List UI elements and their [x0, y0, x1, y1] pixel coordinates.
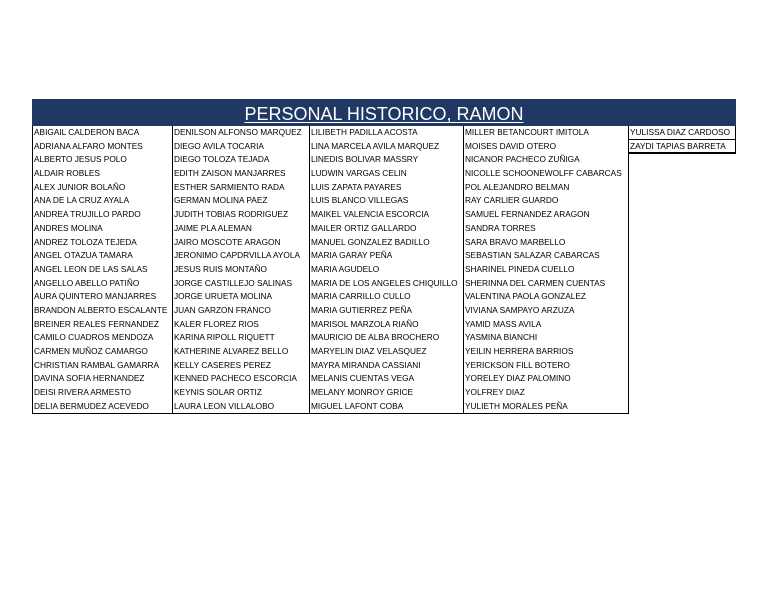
name-column-2	[172, 126, 310, 414]
name-cell: ANDRES MOLINA	[34, 222, 103, 233]
name-cell: LINEDIS BOLIVAR MASSRY	[311, 154, 419, 165]
name-cell: YASMINA BIANCHI	[465, 332, 538, 343]
name-cell: JAIME PLA ALEMAN	[174, 222, 252, 233]
name-cell: ZAYDI TAPIAS BARRETA	[629, 140, 735, 154]
name-cell: JORGE CASTILLEJO SALINAS	[174, 277, 293, 288]
name-cell: LINA MARCELA AVILA MARQUEZ	[311, 140, 440, 151]
name-cell: YULIETH MORALES PEÑA	[465, 400, 568, 411]
name-cell: CAMILO CUADROS MENDOZA	[34, 332, 154, 343]
name-cell: YAMID MASS AVILA	[465, 318, 542, 329]
name-cell: LILIBETH PADILLA ACOSTA	[311, 127, 418, 137]
name-cell: SARA BRAVO MARBELLO	[465, 236, 566, 247]
name-cell: MARIA DE LOS ANGELES CHIQUILLO	[311, 277, 458, 288]
name-cell: DELIA BERMUDEZ ACEVEDO	[34, 400, 149, 411]
name-cell: DEISI RIVERA ARMESTO	[34, 387, 132, 398]
name-cell: CARMEN MUÑOZ CAMARGO	[34, 346, 148, 356]
name-cell: CHRISTIAN RAMBAL GAMARRA	[34, 359, 160, 370]
name-cell: JAIRO MOSCOTE ARAGON	[174, 236, 281, 247]
name-cell: YULISSA DIAZ CARDOSO	[629, 126, 735, 140]
name-cell: VIVIANA SAMPAYO ARZUZA	[465, 304, 575, 315]
name-cell: RAY CARLIER GUARDO	[465, 195, 559, 206]
name-cell: AURA QUINTERO MANJARRES	[34, 291, 157, 302]
name-cell: NICOLLE SCHOONEWOLFF CABARCAS	[465, 168, 622, 179]
name-cell: ADRIANA ALFARO MONTES	[34, 140, 143, 151]
name-cell: ALBERTO JESUS POLO	[34, 154, 127, 165]
name-cell: JUDITH TOBIAS RODRIGUEZ	[174, 209, 289, 220]
name-cell: ABIGAIL CALDERON BACA	[34, 127, 140, 137]
name-cell: MAURICIO DE ALBA BROCHERO	[311, 332, 440, 343]
name-cell: MELANY MONROY GRICE	[311, 387, 414, 398]
name-cell: LUDWIN VARGAS CELIN	[311, 168, 407, 179]
name-cell: JUAN GARZON FRANCO	[174, 304, 271, 315]
name-cell: SAMUEL FERNANDEZ ARAGON	[465, 209, 590, 220]
name-cell: ANGELLO ABELLO PATIÑO	[34, 277, 140, 288]
name-cell: YERICKSON FILL BOTERO	[465, 359, 570, 370]
name-column-3	[309, 126, 464, 414]
name-cell: KEYNIS SOLAR ORTIZ	[174, 387, 262, 398]
name-cell: KENNED PACHECO ESCORCIA	[174, 373, 297, 384]
name-cell: EDITH ZAISON MANJARRES	[174, 168, 286, 179]
name-cell: SHERINNA DEL CARMEN CUENTAS	[465, 277, 606, 288]
name-column-4	[463, 126, 629, 414]
name-cell: KELLY CASERES PEREZ	[174, 359, 271, 370]
name-column-1	[32, 126, 173, 414]
name-cell: DENILSON ALFONSO MARQUEZ	[174, 127, 302, 137]
name-cell: KATHERINE ALVAREZ BELLO	[174, 346, 289, 356]
name-cell: DIEGO TOLOZA TEJADA	[174, 154, 270, 165]
name-cell: KALER FLOREZ RIOS	[174, 318, 259, 329]
name-cell: MARYELIN DIAZ VELASQUEZ	[311, 346, 427, 356]
sheet-title: PERSONAL HISTORICO, RAMON	[244, 104, 524, 124]
name-cell: ANGEL OTAZUA TAMARA	[34, 250, 133, 261]
name-cell: MARIA GARAY PEÑA	[311, 250, 393, 261]
name-cell: MOISES DAVID OTERO	[465, 140, 557, 151]
name-cell: ALEX JUNIOR BOLAÑO	[34, 181, 126, 192]
name-cell: YOLFREY DIAZ	[465, 387, 525, 398]
name-cell: MARIA GUTIERREZ PEÑA	[311, 304, 412, 315]
name-cell: YORELEY DIAZ PALOMINO	[465, 373, 571, 384]
name-cell: MELANIS CUENTAS VEGA	[311, 373, 415, 384]
name-cell: DAVINA SOFIA HERNANDEZ	[34, 373, 145, 384]
name-cell: MARIA CARRILLO CULLO	[311, 291, 411, 302]
name-cell: MAILER ORTIZ GALLARDO	[311, 222, 417, 233]
name-cell: MILLER BETANCOURT IMITOLA	[465, 127, 589, 137]
name-cell: LAURA LEON VILLALOBO	[174, 400, 275, 411]
name-column-5	[628, 126, 736, 154]
name-cell: MANUEL GONZALEZ BADILLO	[311, 236, 430, 247]
sheet-title-bar	[32, 99, 736, 126]
name-cell: JERONIMO CAPDRVILLA AYOLA	[174, 250, 301, 261]
name-cell: MARISOL MARZOLA RIAÑO	[311, 318, 419, 329]
name-cell: MAYRA MIRANDA CASSIANI	[311, 359, 421, 370]
name-cell: SANDRA TORRES	[465, 222, 536, 233]
name-cell: NICANOR PACHECO ZUÑIGA	[465, 154, 580, 165]
name-cell: BREINER REALES FERNANDEZ	[34, 318, 159, 329]
name-cell: KARINA RIPOLL RIQUETT	[174, 332, 275, 343]
name-cell: MIGUEL LAFONT COBA	[311, 400, 404, 411]
name-cell: DIEGO AVILA TOCARIA	[174, 140, 264, 151]
name-cell: ANA DE LA CRUZ AYALA	[34, 195, 130, 206]
name-cell: YEILIN HERRERA BARRIOS	[465, 346, 574, 356]
name-cell: SHARINEL PINEDA CUELLO	[465, 263, 575, 274]
name-cell: VALENTINA PAOLA GONZALEZ	[465, 291, 586, 302]
name-cell: BRANDON ALBERTO ESCALANTE	[34, 304, 168, 315]
name-cell: ANDREZ TOLOZA TEJEDA	[34, 236, 137, 247]
name-cell: GERMAN MOLINA PAEZ	[174, 195, 268, 206]
name-cell: MARIA AGUDELO	[311, 263, 380, 274]
name-cell: ESTHER SARMIENTO RADA	[174, 181, 285, 192]
name-cell: MAIKEL VALENCIA ESCORCIA	[311, 209, 430, 220]
name-cell: POL ALEJANDRO BELMAN	[465, 181, 570, 192]
name-cell: LUIS BLANCO VILLEGAS	[311, 195, 409, 206]
name-cell: LUIS ZAPATA PAYARES	[311, 181, 402, 192]
name-cell: JESUS RUIS MONTAÑO	[174, 263, 267, 274]
name-cell: ALDAIR ROBLES	[34, 168, 100, 179]
name-cell: ANDREA TRUJILLO PARDO	[34, 209, 141, 220]
name-cell: JORGE URUETA MOLINA	[174, 291, 273, 302]
name-cell: SEBASTIAN SALAZAR CABARCAS	[465, 250, 600, 261]
name-cell: ANGEL LEON DE LAS SALAS	[34, 263, 148, 274]
